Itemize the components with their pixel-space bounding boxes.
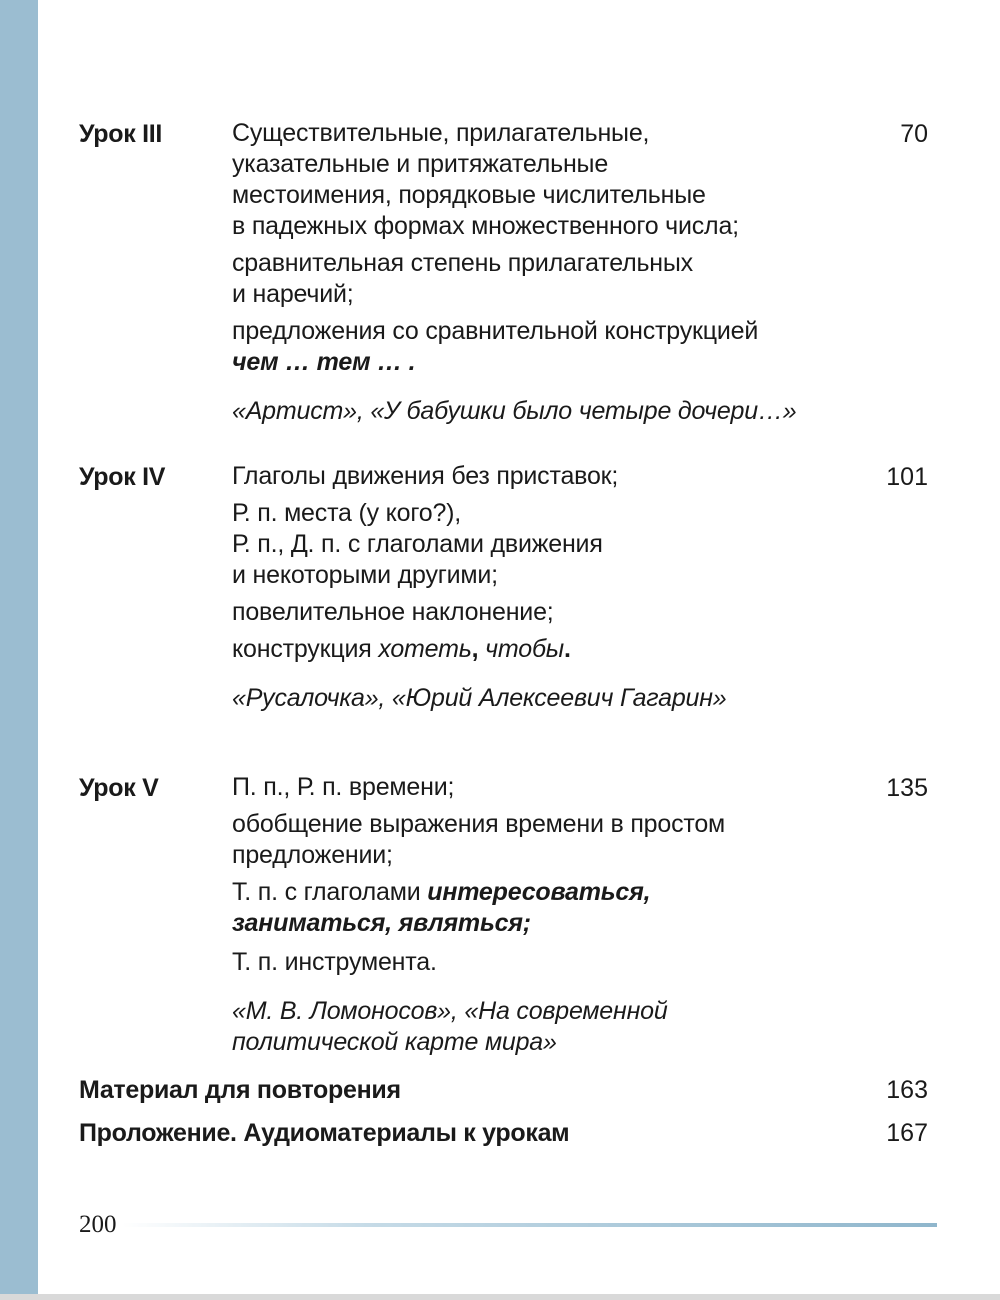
lesson-5-label: Урок V: [79, 774, 159, 802]
text-line: местоимения, порядковые числительные: [232, 181, 706, 209]
lesson-3-content: [232, 118, 852, 427]
text-line: Т. п. инструмента.: [232, 948, 437, 976]
lesson-3-topic-3: [232, 316, 852, 378]
text-line-bold-italic: чем … тем … .: [232, 348, 416, 376]
lesson-4-page: 101: [886, 463, 928, 491]
text-line: предложении;: [232, 841, 393, 869]
folio-rule-divider: [122, 1223, 937, 1227]
toc-entry-appendix-audio: Проложение. Аудиоматериалы к урокам: [79, 1119, 570, 1147]
text-fragment-bold: .: [564, 635, 571, 663]
text-fragment-bold-italic: интересоваться,: [427, 878, 651, 906]
text-line: [232, 877, 852, 908]
text-fragment-bold: ,: [471, 635, 486, 663]
text-line-bold-italic: заниматься, являться;: [232, 909, 531, 937]
toc-entry-review-material-page: 163: [886, 1076, 928, 1104]
lesson-3-topic-1: [232, 118, 852, 242]
lesson-5-page: 135: [886, 774, 928, 802]
bottom-edge-divider: [0, 1294, 1000, 1300]
lesson-4-topic-3: [232, 597, 852, 628]
text-fragment-italic: хотеть: [378, 635, 472, 663]
lesson-4-topic-4: [232, 634, 852, 665]
text-line: Р. п. места (у кого?),: [232, 499, 462, 527]
lesson-5-topic-4: [232, 947, 852, 978]
lesson-4-topic-1: [232, 461, 852, 492]
text-line: сравнительная степень прилагательных: [232, 249, 693, 277]
lesson-4-content: [232, 461, 852, 714]
text-fragment-italic: чтобы: [485, 635, 565, 663]
text-line: указательные и притяжательные: [232, 150, 609, 178]
lesson-3-label: Урок III: [79, 120, 163, 148]
text-fragment: Т. п. с глаголами: [232, 878, 428, 906]
lesson-4-topic-2: [232, 498, 852, 591]
text-line: обобщение выражения времени в простом: [232, 810, 726, 838]
toc-entry-appendix-audio-page: 167: [886, 1119, 928, 1147]
text-line: политической карте мира»: [232, 1028, 557, 1056]
lesson-3-page: 70: [900, 120, 928, 148]
lesson-5-content: [232, 772, 852, 1058]
text-line: «М. В. Ломоносов», «На современной: [232, 997, 668, 1025]
lesson-5-topic-3: [232, 877, 852, 939]
lesson-5-topic-2: [232, 809, 852, 871]
text-fragment: конструкция: [232, 635, 379, 663]
lesson-3-topic-2: [232, 248, 852, 310]
lesson-3-readings: «Артист», «У бабушки было четыре дочери…»: [232, 397, 797, 425]
text-line: предложения со сравнительной конструкцией: [232, 317, 759, 345]
text-line: Существительные, прилагательные,: [232, 119, 650, 147]
text-line: Р. п., Д. п. с глаголами движения: [232, 530, 603, 558]
lesson-4-label: Урок IV: [79, 463, 166, 491]
page-number: 200: [79, 1211, 117, 1238]
text-line: и некоторыми другими;: [232, 561, 498, 589]
lesson-4-readings: «Русалочка», «Юрий Алексеевич Гагарин»: [232, 684, 727, 712]
text-line: и наречий;: [232, 280, 354, 308]
text-line: П. п., Р. п. времени;: [232, 773, 455, 801]
lesson-5-topic-1: [232, 772, 852, 803]
toc-entry-review-material: Материал для повторения: [79, 1076, 401, 1104]
text-line: в падежных формах множественного числа;: [232, 212, 739, 240]
text-line: повелительное наклонение;: [232, 598, 554, 626]
side-color-band: [0, 0, 38, 1300]
text-line: [232, 634, 852, 665]
lesson-5-readings: [232, 996, 852, 1058]
text-line: Глаголы движения без приставок;: [232, 462, 619, 490]
